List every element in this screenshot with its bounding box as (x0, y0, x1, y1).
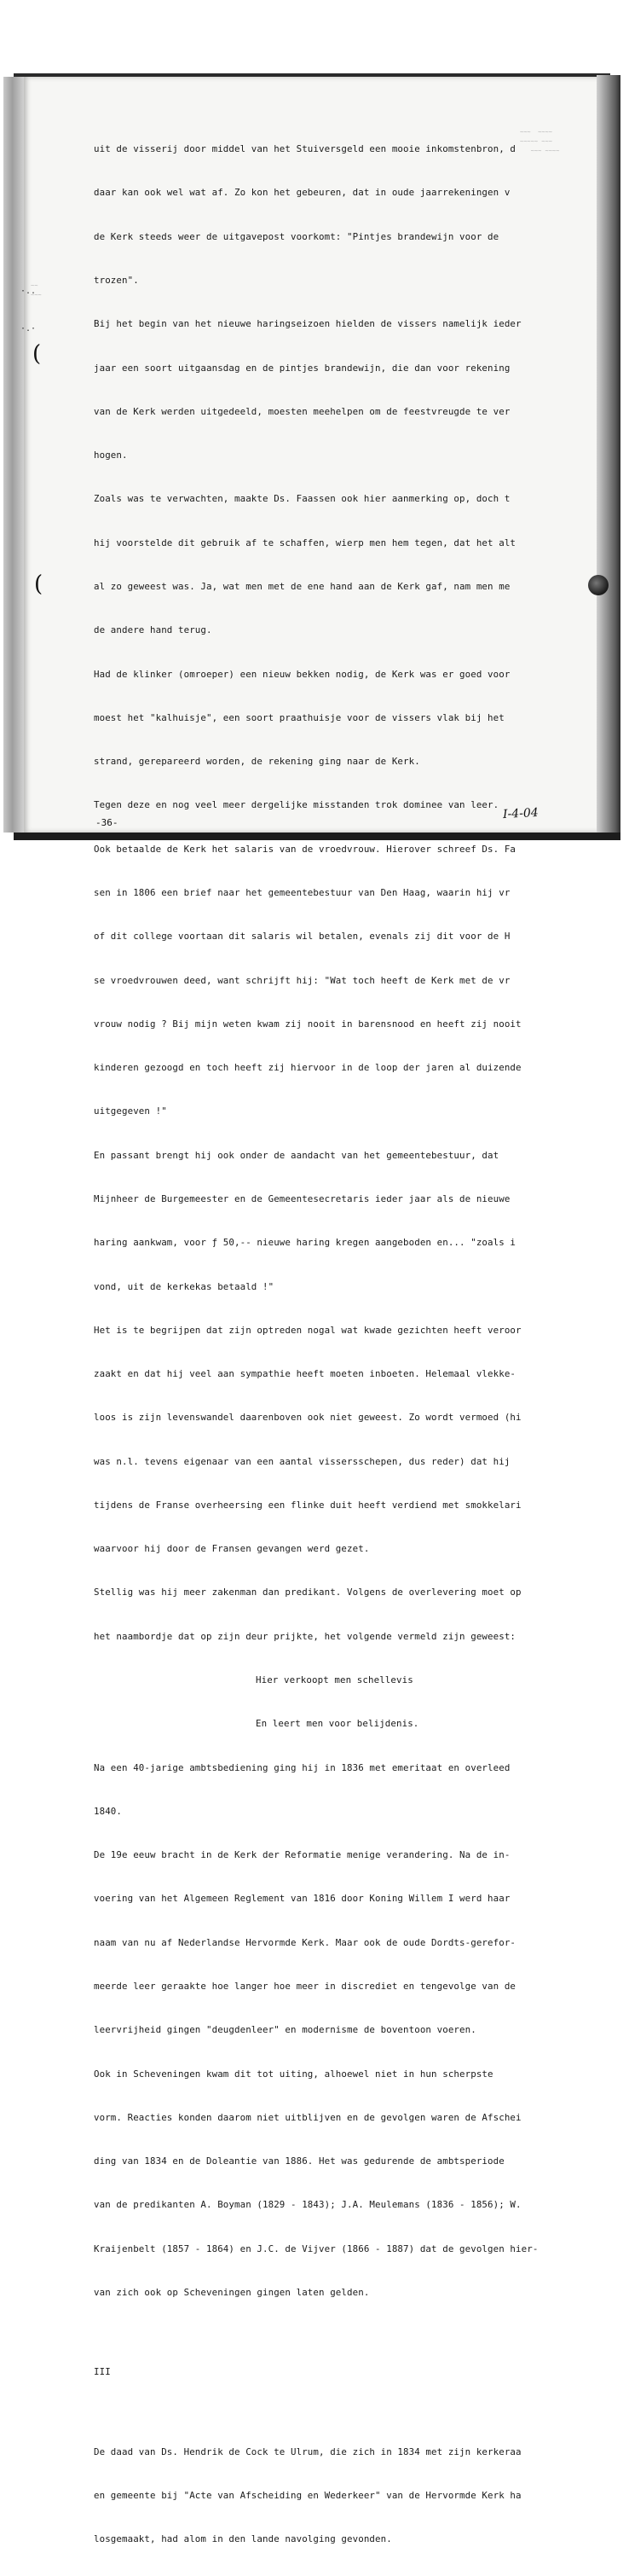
text-line: uit de visserij door middel van het Stuiversgeld een mooie inkomstenbron, d (94, 143, 516, 155)
text-line: Zoals was te verwachten, maakte Ds. Faassen ook hier aanmerking op, doch t (94, 493, 511, 505)
text-line: Na een 40-jarige ambtsbediening ging hij in 1836 met emeritaat en overleed (94, 1761, 511, 1773)
text-line: ding van 1834 en de Doleantie van 1886. Het was gedurende de ambtsperiode (94, 2155, 505, 2167)
text-line: Het is te begrijpen dat zijn optreden nogal wat kwade gezichten heeft veroor (94, 1324, 522, 1336)
text-line: uitgegeven !" (94, 1105, 167, 1117)
text-line: vorm. Reacties konden daarom niet uitblijven en de gevolgen waren de Afschei (94, 2111, 522, 2123)
text-line: loos is zijn levenswandel daarenboven ook niet geweest. Zo wordt vermoed (hi (94, 1412, 522, 1424)
margin-dots: ·.· (20, 324, 37, 334)
text-line: tijdens de Franse overheersing een flinke duit heeft verdiend met smokkelari (94, 1499, 522, 1511)
text-line: al zo geweest was. Ja, wat men met de ene hand aan de Kerk gaf, nam men me (94, 581, 511, 592)
margin-bracket-mark: ( (32, 341, 42, 367)
bleed-through-text: ~~~ ~~~~ ~~~~~ ~~~ ~~~ ~~~~ (520, 129, 560, 154)
text-line: sen in 1806 een brief naar het gemeentebestuur van Den Haag, waarin hij vr (94, 886, 511, 898)
text-line: of dit college voortaan dit salaris wil betalen, evenals zij dit voor de H (94, 931, 511, 943)
verse-line: Hier verkoopt men schellevis (256, 1674, 413, 1686)
text-line: vrouw nodig ? Bij mijn weten kwam zij nooit in barensnood en heeft zij nooit (94, 1018, 522, 1030)
text-line: leervrijheid gingen "deugdenleer" en modernisme de boventoon voeren. (94, 2024, 476, 2036)
section-marker: III (94, 2366, 111, 2378)
text-line: losgemaakt, had alom in den lande navolging gevonden. (94, 2533, 392, 2545)
text-line: was n.l. tevens eigenaar van een aantal vissersschepen, dus reder) dat hij (94, 1455, 511, 1467)
text-line: voering van het Algemeen Reglement van 1816 door Koning Willem I werd haar (94, 1893, 511, 1905)
text-line: het naambordje dat op zijn deur prijkte, het volgende vermeld zijn geweest: (94, 1630, 516, 1642)
text-line: Had de klinker (omroeper) een nieuw bekken nodig, de Kerk was er goed voor (94, 668, 511, 680)
text-line: Tegen deze en nog veel meer dergelijke misstanden trok dominee van leer. (94, 799, 499, 811)
text-line: van de Kerk werden uitgedeeld, moesten meehelpen om de feestvreugde te ver (94, 405, 511, 417)
text-line: waarvoor hij door de Fransen gevangen werd gezet. (94, 1543, 370, 1555)
text-line: haring aankwam, voor ƒ 50,-- nieuwe haring kregen aangeboden en... "zoals i (94, 1237, 516, 1249)
text-line: vond, uit de kerkekas betaald !" (94, 1280, 274, 1292)
text-line: naam van nu af Nederlandse Hervormde Kerk. Maar ook de oude Dordts-gerefor- (94, 1936, 516, 1948)
text-line: moest het "kalhuisje", een soort praathuisje voor de vissers vlak bij het (94, 711, 505, 723)
text-line: Kraijenbelt (1857 - 1864) en J.C. de Vijver (1866 - 1887) dat de gevolgen hier- (94, 2242, 539, 2254)
typewritten-text (94, 113, 605, 2576)
margin-dots: ·.. (20, 287, 37, 296)
page-number: -36- (95, 817, 118, 828)
text-line: en gemeente bij "Acte van Afscheiding en Wederkeer" van de Hervormde Kerk ha (94, 2490, 522, 2502)
spacer (94, 2329, 605, 2335)
text-line: Bij het begin van het nieuwe haringseizoen hielden de vissers namelijk ieder (94, 318, 522, 330)
text-line: jaar een soort uitgaansdag en de pintjes brandewijn, die dan voor rekening (94, 362, 511, 374)
text-line: meerde leer geraakte hoe langer hoe meer in discrediet en tengevolge van de (94, 1981, 516, 1992)
text-line: hij voorstelde dit gebruik af te schaffen, wierp men hem tegen, dat het alt (94, 537, 516, 548)
text-line: de Kerk steeds weer de uitgavepost voorkomt: "Pintjes brandewijn voor de (94, 230, 499, 242)
bleed-through-text: ~~ ~~~ (31, 282, 42, 299)
verse-line: En leert men voor belijdenis. (256, 1718, 419, 1730)
text-line: trozen". (94, 275, 139, 287)
text-line: De 19e eeuw bracht in de Kerk der Reformatie menige verandering. Na de in- (94, 1849, 511, 1861)
text-line: Ook betaalde de Kerk het salaris van de vroedvrouw. Hierover schreef Ds. Fa (94, 843, 516, 855)
text-line: Stellig was hij meer zakenman dan predikant. Volgens de overlevering moet op (94, 1587, 522, 1598)
text-line: de andere hand terug. (94, 624, 212, 636)
text-line: En passant brengt hij ook onder de aandacht van het gemeentebestuur, dat (94, 1149, 499, 1161)
text-line: De daad van Ds. Hendrik de Cock te Ulrum, die zich in 1834 met zijn kerkeraa (94, 2445, 522, 2457)
text-line: kinderen gezoogd en toch heeft zij hiervoor in de loop der jaren al duizende (94, 1062, 522, 1074)
text-line: se vroedvrouwen deed, want schrijft hij: "Wat toch heeft de Kerk met de vr (94, 974, 511, 986)
text-line: hogen. (94, 450, 128, 461)
handwritten-note: I-4-04 (502, 805, 540, 822)
spacer (94, 2409, 605, 2416)
text-line: Ook in Scheveningen kwam dit tot uiting, alhoewel niet in hun scherpste (94, 2068, 493, 2080)
text-line: van zich ook op Scheveningen gingen laten gelden. (94, 2286, 370, 2298)
text-line: zaakt en dat hij veel aan sympathie heeft moeten inboeten. Helemaal vlekke- (94, 1368, 516, 1380)
text-line: van de predikanten A. Boyman (1829 - 1843); J.A. Meulemans (1836 - 1856); W. (94, 2199, 522, 2211)
text-line: Mijnheer de Burgemeester en de Gemeentesecretaris ieder jaar als de nieuwe (94, 1192, 511, 1204)
margin-bracket-mark: ( (34, 571, 43, 597)
text-line: 1840. (94, 1805, 123, 1817)
binding-gutter (3, 77, 26, 833)
text-line: daar kan ook wel wat af. Zo kon het gebeuren, dat in oude jaarrekeningen v (94, 187, 511, 199)
text-line: strand, gerepareerd worden, de rekening ging naar de Kerk. (94, 756, 420, 768)
